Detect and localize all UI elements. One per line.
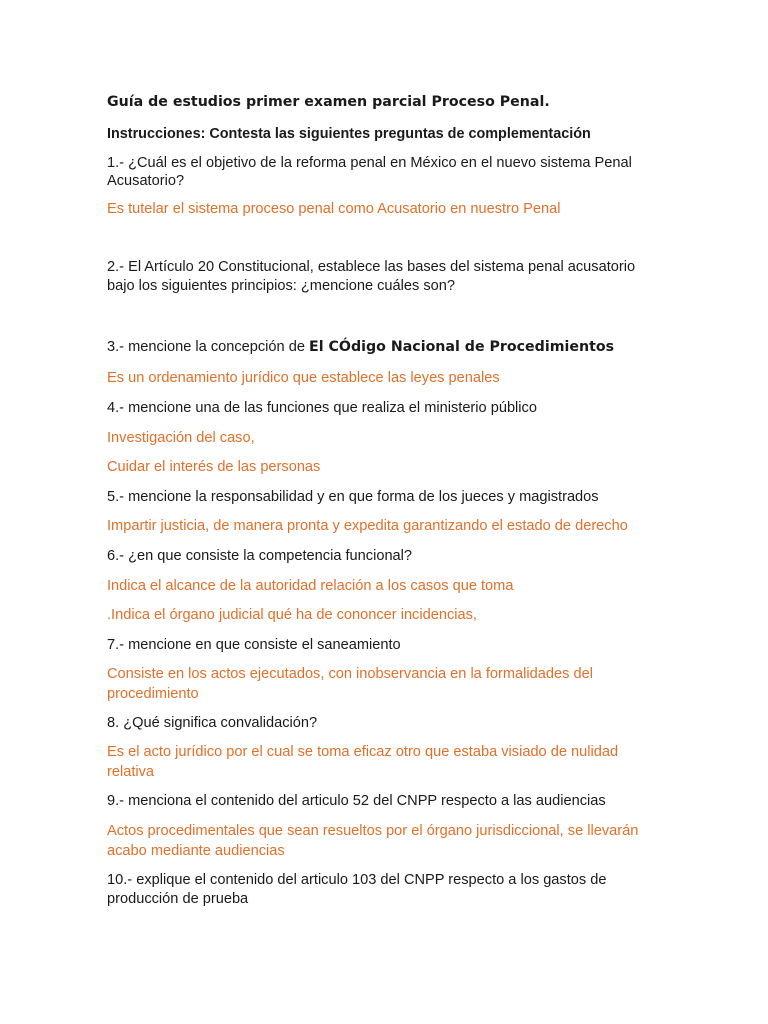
- question-9: 9.- menciona el contenido del articulo 52 del CNPP respecto a las audiencias: [107, 793, 606, 809]
- answer-7-line-1: Consiste en los actos ejecutados, con inobservancia en la formalidades del: [107, 666, 593, 682]
- answer-6-line-2: .Indica el órgano judicial qué ha de cononcer incidencias,: [107, 607, 477, 623]
- question-3-bold-term: El CÓdigo Nacional de Procedimientos: [309, 339, 615, 355]
- answer-4-line-2: Cuidar el interés de las personas: [107, 459, 321, 475]
- instructions-text: Instrucciones: Contesta las siguientes preguntas de complementación: [107, 126, 591, 142]
- answer-8-line-2: relativa: [107, 764, 155, 780]
- question-3-prefix: 3.- mencione la concepción de: [107, 339, 310, 355]
- question-10-line-2: producción de prueba: [107, 891, 249, 907]
- question-6: 6.- ¿en que consiste la competencia funcional?: [107, 548, 413, 564]
- answer-7-line-2: procedimiento: [107, 686, 199, 702]
- question-2-line-1: 2.- El Artículo 20 Constitucional, establece las bases del sistema penal acusatorio: [107, 259, 636, 275]
- question-1-line-2: Acusatorio?: [107, 173, 185, 189]
- question-3: [107, 337, 614, 357]
- question-4: 4.- mencione una de las funciones que realiza el ministerio público: [107, 400, 537, 416]
- answer-4-line-1: Investigación del caso,: [107, 430, 255, 446]
- answer-1: Es tutelar el sistema proceso penal como Acusatorio en nuestro Penal: [107, 201, 561, 217]
- answer-9-line-2: acabo mediante audiencias: [107, 843, 285, 859]
- answer-8-line-1: Es el acto jurídico por el cual se toma eficaz otro que estaba visiado de nulidad: [107, 744, 619, 760]
- question-7: 7.- mencione en que consiste el saneamiento: [107, 637, 401, 653]
- answer-5: Impartir justicia, de manera pronta y expedita garantizando el estado de derecho: [107, 518, 628, 534]
- answer-9-line-1: Actos procedimentales que sean resueltos por el órgano jurisdiccional, se llevarán: [107, 823, 639, 839]
- document-title: Guía de estudios primer examen parcial Proceso Penal.: [107, 94, 550, 110]
- question-10-line-1: 10.- explique el contenido del articulo 103 del CNPP respecto a los gastos de: [107, 872, 607, 888]
- answer-3: Es un ordenamiento jurídico que establece las leyes penales: [107, 370, 500, 386]
- question-2-line-2: bajo los siguientes principios: ¿mencione cuáles son?: [107, 278, 456, 294]
- question-5: 5.- mencione la responsabilidad y en que forma de los jueces y magistrados: [107, 489, 599, 505]
- question-8: 8. ¿Qué significa convalidación?: [107, 715, 318, 731]
- question-1-line-1: 1.- ¿Cuál es el objetivo de la reforma penal en México en el nuevo sistema Penal: [107, 155, 632, 171]
- answer-6-line-1: Indica el alcance de la autoridad relación a los casos que toma: [107, 578, 514, 594]
